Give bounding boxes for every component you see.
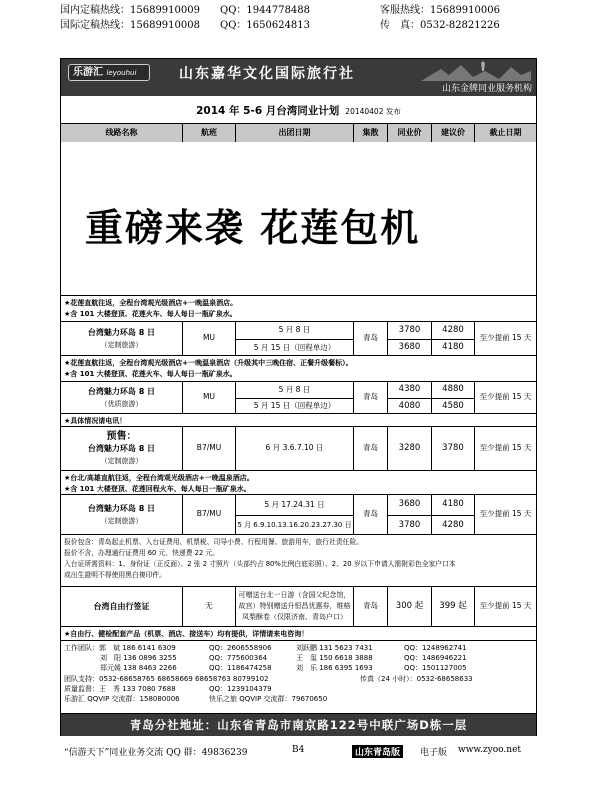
price-info: 报价包含：青岛起止机票、入台证费用、机票税、司导小费、行程用餐、旅游用车，旅行社责任险。 报价不含，办理通行证费用 60 元、快递费 22 元。 入台证所需资料：1、身份证（正反面）、2 张 2 寸照片（头部约占 80%比例白底彩照）、2、20 岁以下申请人需附彩色全家户口本 或出生證明不得使用黑白複印件。 [61, 534, 536, 586]
page-number: B4 [292, 745, 305, 755]
tour4-notes: ★台北/高雄直航往返，全程台湾观光级酒店+一晚温泉酒店。 ★含 101 大楼登顶、花莲回程火车、每人每日一瓶矿泉水。 [61, 470, 536, 494]
promo-headline: 重磅来袭 花莲包机 [85, 205, 421, 250]
agency-tagline: 山东金牌同业服务机构 [441, 84, 532, 94]
landmark-silhouette-icon [421, 61, 531, 81]
contact-row: 乐游汇 QQVIP 交流群：158080006 快乐之旅 QQVIP 交流群：79670650 [64, 694, 328, 703]
contact-row: 刘 阳 136 0896 3255 QQ：775600364 王 玺 150 6618 3888 QQ：1486946221 [100, 654, 467, 663]
fax-line: 传 真：0532-82821226 [380, 20, 500, 31]
tour2-row: 台湾魅力环岛 8 日 （优质旅游） MU 5 月 8 日 5 月 15 日（回程单边） 青岛 4380 4080 4880 4580 至少提前 15 天 [61, 381, 536, 413]
presale-label: 预售： [106, 430, 137, 442]
page-footer [60, 744, 537, 760]
tour3-row: 预售： 台湾魅力环岛 8 日 （定制旅游） B7/MU 6 月 3.6.7.10 日 青岛 3280 3780 至少提前 15 天 [61, 426, 536, 470]
col-deadline: 截止日期 [489, 127, 522, 137]
schedule-title: 2014 年 5-6 月台湾同业计划 20140402 发布 [196, 105, 401, 117]
service-hotline: 客服热线：15689910006 [380, 5, 500, 16]
edition-label: 电子版 [420, 748, 448, 758]
col-flight: 航班 [183, 124, 236, 142]
contact-row: 团队支持：0532-68658765 68658669 68658763 80799102 传真（24 小时）：0532-68658633 [64, 674, 473, 683]
promo-area [61, 151, 536, 301]
table-header [61, 123, 536, 142]
agency-name: 山东嘉华文化国际旅行社 [179, 66, 355, 82]
contact-list [61, 640, 536, 713]
edition-badge: 山东青岛版 [352, 745, 403, 758]
tour1-row: 台湾魅力环岛 8 日 （定制旅游） MU 5 月 8 日 5 月 15 日（回程单边） 青岛 3780 3680 4280 4180 至少提前 15 天 [61, 321, 536, 355]
brand-logo: 乐游汇 leyouhui [68, 64, 150, 81]
agency-banner [61, 59, 536, 96]
col-suggest-price: 建议价 [432, 124, 475, 142]
hotline-header [60, 4, 540, 38]
intl-hotline: 国际定稿热线：15689910008 [60, 20, 200, 31]
col-trade-price: 同业价 [388, 124, 432, 142]
tour4-row: 台湾魅力环岛 8 日 （定制旅游） B7/MU 5 月 17.24.31 日 5 月 6.9.10.13.16.20.23.27.30 日 青岛 3680 3780 4180 4280 至少提前 15 天 [61, 494, 536, 534]
contact-row: 工作团队：郭 斌 186 6141 6309 QQ：2606558906 刘跃鹏 131 5623 7431 QQ：1248962741 [64, 644, 467, 652]
domestic-hotline: 国内定稿热线：15689910009 [60, 5, 200, 16]
tour3-notes: ★具体情况请电讯！ [61, 413, 536, 426]
col-route: 线路名称 [61, 124, 183, 142]
intl-qq: QQ：1650624813 [220, 20, 311, 31]
contact-row: 质量监督：王 秀 133 7080 7688 QQ：1239104379 [64, 684, 272, 693]
col-hub: 集散 [354, 124, 388, 142]
flyer-frame [60, 58, 537, 736]
tour2-notes: ★花莲直航往返，全程台湾观光级酒店+一晚温泉酒店（升级其中三晚住宿、正餐升级餐标）。 ★含 101 大楼登顶、花莲火车、每人每日一瓶矿泉水。 [61, 355, 536, 381]
qq-group: “信游天下”同业业务交流 QQ 群：49836239 [64, 748, 248, 758]
domestic-qq: QQ：1944778488 [220, 5, 311, 16]
branch-address-banner: 青岛分社地址：山东省青岛市南京路122号中联广场D栋一层 [61, 713, 536, 736]
self-guided-note: ★自由行、健检配套产品（机票、酒店、接送车）均有提供，详情请来电咨询！ [61, 626, 536, 640]
tour1-notes: ★花莲直航往返，全程台湾观光级酒店+一晚温泉酒店。 ★含 101 大楼登顶、花莲火车、每人每日一瓶矿泉水。 [61, 295, 536, 321]
contact-row: 郑元媛 138 8463 2266 QQ：1186474258 刘 乐 186 6395 1693 QQ：1501127005 [100, 664, 467, 673]
visa-row: 台湾自由行签证 无 可赠送台北一日游（含国父纪念馆， 故宫）特别赠送升恒昌优惠券，维格 凤梨酥卷（仅限济南、青岛户口） 青岛 300 起 399 起 至少提前 15 天 [61, 586, 536, 626]
col-departure: 出团日期 [236, 124, 354, 142]
website-link[interactable]: www.zyoo.net [458, 745, 522, 755]
